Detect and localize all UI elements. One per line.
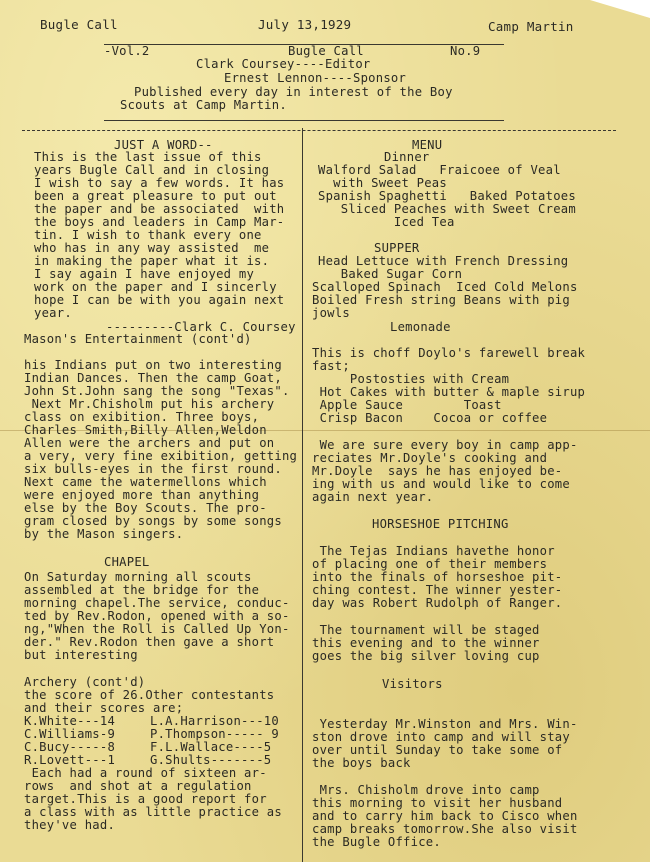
visitors-winston-line: Yesterday Mr.Winston and Mrs. Win- xyxy=(312,717,578,731)
archery-closing: they've had. xyxy=(24,818,116,832)
masons-heading: Mason's Entertainment (cont'd) xyxy=(24,332,252,346)
just-a-word-line: the paper and be associated with xyxy=(34,202,285,216)
horseshoe-line: into the finals of horseshoe pit- xyxy=(312,570,563,584)
archery-closing: Each had a round of sixteen ar- xyxy=(24,766,267,780)
breakfast-line: This is choff Doylo's farewell break xyxy=(312,346,586,360)
just-a-word-line: who has in any way assisted me xyxy=(34,241,270,255)
visitors-chisholm-line: the Bugle Office. xyxy=(312,835,441,849)
just-a-word-line: work on the paper and I sincerly xyxy=(34,280,277,294)
horseshoe-line: The Tejas Indians havethe honor xyxy=(312,544,555,558)
archery-score-left: R.Lovett---1 xyxy=(24,753,116,767)
archery-closing: rows and shot at a regulation xyxy=(24,779,252,793)
box-number: No.9 xyxy=(450,44,481,58)
dinner-line: Sliced Peaches with Sweet Cream xyxy=(318,202,576,216)
masthead-dash-rule xyxy=(22,130,616,131)
column-divider xyxy=(302,128,303,862)
chapel-line: ng,"When the Roll is Called Up Yon- xyxy=(24,622,290,636)
breakfast-line: Postosties with Cream xyxy=(312,372,510,386)
archery-score-right: P.Thompson----- 9 xyxy=(150,727,279,741)
box-sponsor: Ernest Lennon----Sponsor xyxy=(224,71,407,85)
supper-heading: SUPPER xyxy=(374,241,420,255)
just-a-word-line: year. xyxy=(34,306,72,320)
supper-line: Head Lettuce with French Dressing xyxy=(318,254,569,268)
supper-line: jowls xyxy=(312,306,350,320)
horseshoe-line: ching contest. The winner yester- xyxy=(312,583,563,597)
doyle-line: Mr.Doyle says he has enjoyed be- xyxy=(312,464,563,478)
supper-line: Scalloped Spinach Iced Cold Melons xyxy=(312,280,578,294)
archery-score-right: F.L.Wallace----5 xyxy=(150,740,272,754)
horseshoe-line: day was Robert Rudolph of Ranger. xyxy=(312,596,563,610)
horseshoe-line: of placing one of their members xyxy=(312,557,548,571)
archery-closing: target.This is a good report for xyxy=(24,792,267,806)
archery-score-left: K.White---14 xyxy=(24,714,116,728)
chapel-line: ted by Rev.Rodon, opened with a so- xyxy=(24,609,290,623)
masons-line: gram closed by songs by some songs xyxy=(24,514,282,528)
box-published-1: Published every day in interest of the Boy xyxy=(134,85,453,99)
archery-score-right: L.A.Harrison---10 xyxy=(150,714,279,728)
box-volume: -Vol.2 xyxy=(104,44,150,58)
tournament-line: goes the big silver loving cup xyxy=(312,649,540,663)
visitors-chisholm-line: and to carry him back to Cisco when xyxy=(312,809,578,823)
archery-score-left: C.Bucy-----8 xyxy=(24,740,116,754)
masons-line: a very, very fine exibition, getting xyxy=(24,449,298,463)
supper-line: Boiled Fresh string Beans with pig xyxy=(312,293,570,307)
dinner-heading: Dinner xyxy=(384,150,430,164)
archery-line: the score of 26.Other contestants xyxy=(24,688,275,702)
just-a-word-line: been a great pleasure to put out xyxy=(34,189,277,203)
chapel-line: der." Rev.Rodon then gave a short xyxy=(24,635,275,649)
visitors-heading: Visitors xyxy=(382,677,443,691)
tournament-line: this evening and to the winner xyxy=(312,636,540,650)
just-a-word-heading: JUST A WORD-- xyxy=(114,138,213,152)
chapel-line: On Saturday morning all scouts xyxy=(24,570,252,584)
masons-line: Next Mr.Chisholm put his archery xyxy=(24,397,275,411)
just-a-word-line: hope I can be with you again next xyxy=(34,293,285,307)
just-a-word-line: This is the last issue of this xyxy=(34,150,262,164)
doyle-line: ing with us and would like to come xyxy=(312,477,570,491)
masons-line: his Indians put on two interesting xyxy=(24,358,282,372)
archery-line: and their scores are; xyxy=(24,701,184,715)
doyle-line: We are sure every boy in camp app- xyxy=(312,438,578,452)
dinner-line: Spanish Spaghetti Baked Potatoes xyxy=(318,189,576,203)
just-a-word-signature: ---------Clark C. Coursey xyxy=(106,320,296,334)
box-editor: Clark Coursey----Editor xyxy=(196,57,371,71)
just-a-word-line: in making the paper what it is. xyxy=(34,254,270,268)
archery-heading: Archery (cont'd) xyxy=(24,675,146,689)
masthead-camp: Camp Martin xyxy=(488,19,574,34)
masons-line: by the Mason singers. xyxy=(24,527,184,541)
archery-score-right: G.Shults-------5 xyxy=(150,753,272,767)
chapel-line: morning chapel.The service, conduc- xyxy=(24,596,290,610)
masons-line: class on exibition. Three boys, xyxy=(24,410,260,424)
chapel-line: but interesting xyxy=(24,648,138,662)
masons-line: Indian Dances. Then the camp Goat, xyxy=(24,371,282,385)
masons-line: else by the Boy Scouts. The pro- xyxy=(24,501,267,515)
dinner-line: with Sweet Peas xyxy=(318,176,447,190)
masons-line: were enjoyed more than anything xyxy=(24,488,260,502)
dinner-line: Walford Salad Fraicoee of Veal xyxy=(318,163,561,177)
horseshoe-heading: HORSESHOE PITCHING xyxy=(372,517,509,531)
doyle-line: reciates Mr.Doyle's cooking and xyxy=(312,451,548,465)
box-bottom-rule xyxy=(104,120,504,121)
menu-heading: MENU xyxy=(412,138,443,152)
lemonade-heading: Lemonade xyxy=(390,320,451,334)
visitors-chisholm-line: Mrs. Chisholm drove into camp xyxy=(312,783,540,797)
doyle-line: again next year. xyxy=(312,490,434,504)
just-a-word-line: years Bugle Call and in closing xyxy=(34,163,270,177)
breakfast-line: fast; xyxy=(312,359,350,373)
just-a-word-line: tin. I wish to thank every one xyxy=(34,228,262,242)
breakfast-line: Hot Cakes with butter & maple sirup xyxy=(312,385,586,399)
masthead-date: July 13,1929 xyxy=(258,17,352,32)
masons-line: John St.John sang the song "Texas". xyxy=(24,384,290,398)
breakfast-line: Crisp Bacon Cocoa or coffee xyxy=(312,411,548,425)
chapel-heading: CHAPEL xyxy=(104,555,150,569)
visitors-winston-line: the boys back xyxy=(312,756,411,770)
just-a-word-line: the boys and leaders in Camp Mar- xyxy=(34,215,285,229)
masons-line: Charles Smith,Billy Allen,Weldon xyxy=(24,423,267,437)
breakfast-line: Apple Sauce Toast xyxy=(312,398,502,412)
masons-line: Allen were the archers and put on xyxy=(24,436,275,450)
archery-score-left: C.Williams-9 xyxy=(24,727,116,741)
masthead-paper-name: Bugle Call xyxy=(40,17,118,32)
archery-closing: a class with as little practice as xyxy=(24,805,282,819)
box-published-2: Scouts at Camp Martin. xyxy=(120,98,287,112)
visitors-winston-line: over until Sunday to take some of xyxy=(312,743,563,757)
visitors-chisholm-line: camp breaks tomorrow.She also visit xyxy=(312,822,578,836)
tournament-line: The tournament will be staged xyxy=(312,623,540,637)
visitors-winston-line: ston drove into camp and will stay xyxy=(312,730,570,744)
visitors-chisholm-line: this morning to visit her husband xyxy=(312,796,563,810)
masons-line: six bulls-eyes in the first round. xyxy=(24,462,282,476)
chapel-line: assembled at the bridge for the xyxy=(24,583,260,597)
supper-line: Baked Sugar Corn xyxy=(318,267,463,281)
box-title: Bugle Call xyxy=(288,44,364,58)
torn-corner xyxy=(590,0,650,18)
dinner-line: Iced Tea xyxy=(318,215,455,229)
just-a-word-line: I wish to say a few words. It has xyxy=(34,176,285,190)
masons-line: Next came the watermellons which xyxy=(24,475,267,489)
just-a-word-line: I say again I have enjoyed my xyxy=(34,267,255,281)
